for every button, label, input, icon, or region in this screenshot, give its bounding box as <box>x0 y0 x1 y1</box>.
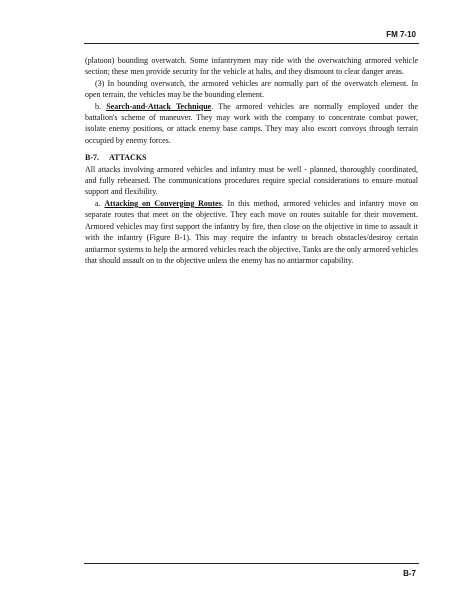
paragraph-converging-routes <box>85 198 418 266</box>
converging-routes-body: . In this method, armored vehicles and infantry move on separate routes that meet on the objective. They each move on routes suitable for their movement. Armored vehicles may first support the infantry by fire, then close on the objective in time to assault it with the infantry (Figure B-1). This may require the infantry to breach obstacles/destroy certain antiarmor systems to help the armored vehicles reach the objective. Tanks are the only armored vehicles that should assault on to the objective unless the enemy has no antiarmor capability. <box>85 198 419 265</box>
search-and-attack-body: . The armored vehicles are normally employed under the battalion's scheme of maneuver. They may work with the company to concentrate combat power, isolate enemy positions, or attack enemy base camps. They may also escort convoys through terrain occupied by enemy forces. <box>85 101 418 145</box>
section-heading-attacks <box>85 152 418 163</box>
subparagraph-letter-a: a. <box>95 198 101 208</box>
footer-page-number: B-7 <box>403 569 416 578</box>
header-rule <box>84 43 419 44</box>
converging-routes-title: Attacking on Converging Routes <box>104 198 222 208</box>
paragraph-platoon-overwatch: (platoon) bounding overwatch. Some infantrymen may ride with the overwatching armored vehicle section; these men provide security for the vehicle at halts, and they dismount to clear danger areas. <box>85 56 418 77</box>
search-and-attack-title: Search-and-Attack Technique <box>106 101 212 111</box>
heading-number: B-7. <box>85 153 99 163</box>
paragraph-bounding-overwatch: (3) In bounding overwatch, the armored vehicles are normally part of the overwatch element. In open terrain, the vehicles may be the bounding element. <box>85 78 418 100</box>
footer-rule <box>84 563 419 564</box>
subparagraph-letter-b: b. <box>95 101 101 111</box>
heading-title: ATTACKS <box>109 153 147 163</box>
paragraph-attacks-intro: All attacks involving armored vehicles and infantry must be well - planned, thoroughly coordinated, and fully rehearsed. The communications procedures require special considerations to ensure mutual support and flexibility. <box>85 164 418 197</box>
body-text <box>85 55 418 266</box>
paragraph-search-and-attack <box>85 101 418 147</box>
header-manual-number: FM 7-10 <box>386 30 416 39</box>
